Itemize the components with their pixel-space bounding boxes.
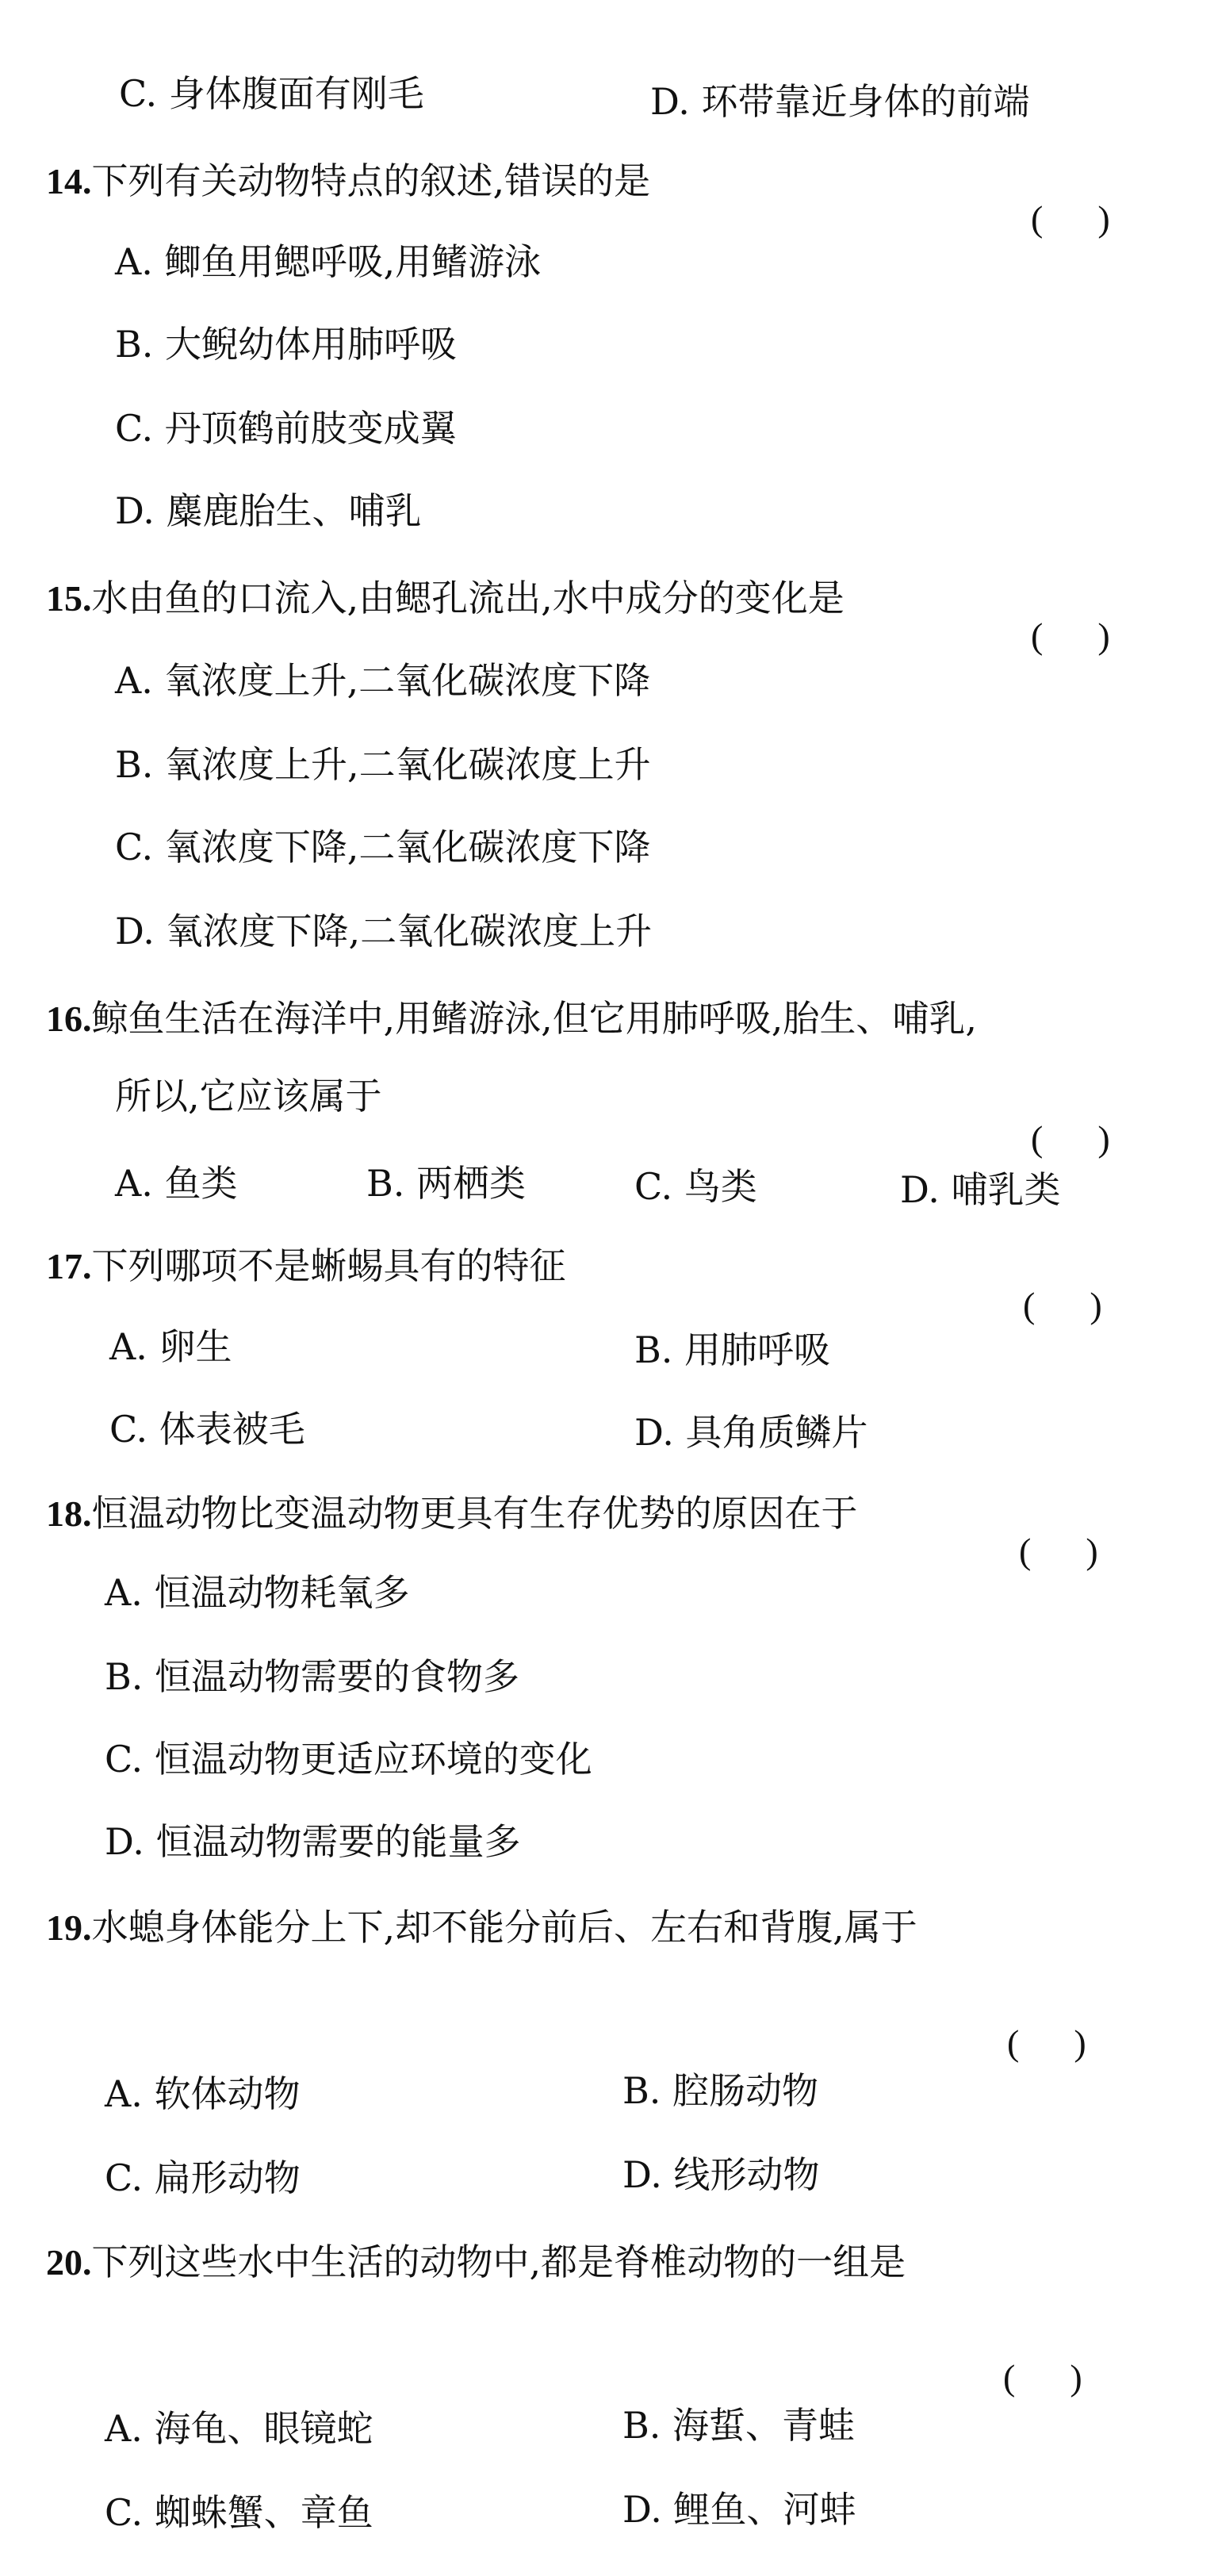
q20-number: 20. <box>46 2242 92 2283</box>
q19-answer-paren: ( ) <box>1007 2022 1086 2063</box>
q14-option-b: B. 大鲵幼体用肺呼吸 <box>115 323 458 366</box>
q16-option-d: D. 哺乳类 <box>900 1168 1061 1211</box>
q16-stem-text-1: 鲸鱼生活在海洋中,用鳍游泳,但它用肺呼吸,胎生、哺乳, <box>91 997 977 1040</box>
q17-stem-text: 下列哪项不是蜥蜴具有的特征 <box>91 1244 566 1287</box>
q16-stem-line1 <box>46 995 977 1043</box>
q17-option-d: D. 具角质鳞片 <box>634 1411 868 1454</box>
q20-option-b: B. 海蜇、青蛙 <box>622 2404 856 2447</box>
q15-option-b: B. 氧浓度上升,二氧化碳浓度上升 <box>115 743 651 786</box>
q14-number: 14. <box>46 161 92 201</box>
q20-option-c: C. 蜘蛛蟹、章鱼 <box>105 2491 373 2534</box>
q20-option-d: D. 鲤鱼、河蚌 <box>622 2488 856 2531</box>
q15-option-d: D. 氧浓度下降,二氧化碳浓度上升 <box>115 910 653 953</box>
q18-stem-text: 恒温动物比变温动物更具有生存优势的原因在于 <box>91 1492 858 1535</box>
q19-option-a: A. 软体动物 <box>105 2072 301 2115</box>
q13-option-c: C. 身体腹面有刚毛 <box>119 72 424 115</box>
q17-option-a: A. 卵生 <box>109 1325 232 1368</box>
q15-answer-paren: ( ) <box>1031 615 1110 656</box>
q18-stem <box>46 1489 858 1538</box>
q18-option-c: C. 恒温动物更适应环境的变化 <box>105 1738 592 1781</box>
q20-option-a: A. 海龟、眼镜蛇 <box>105 2407 373 2450</box>
q17-option-c: C. 体表被毛 <box>109 1408 305 1451</box>
q15-option-a: A. 氧浓度上升,二氧化碳浓度下降 <box>115 659 651 702</box>
q16-option-a: A. 鱼类 <box>115 1162 238 1205</box>
q17-answer-paren: ( ) <box>1023 1285 1102 1325</box>
q17-option-b: B. 用肺呼吸 <box>634 1328 831 1371</box>
q16-stem-line2: 所以,它应该属于 <box>115 1075 382 1117</box>
q14-stem <box>46 157 650 205</box>
q14-answer-paren: ( ) <box>1031 198 1110 239</box>
q15-stem-text: 水由鱼的口流入,由鳃孔流出,水中成分的变化是 <box>91 577 845 619</box>
q20-answer-paren: ( ) <box>1003 2357 1082 2398</box>
q16-answer-paren: ( ) <box>1031 1118 1110 1159</box>
q20-stem-text: 下列这些水中生活的动物中,都是脊椎动物的一组是 <box>91 2241 906 2283</box>
q17-number: 17. <box>46 1246 92 1286</box>
q19-stem-text: 水螅身体能分上下,却不能分前后、左右和背腹,属于 <box>91 1906 917 1949</box>
q16-number: 16. <box>46 999 92 1039</box>
q13-option-d: D. 环带靠近身体的前端 <box>650 80 1030 123</box>
q19-number: 19. <box>46 1907 92 1948</box>
q15-number: 15. <box>46 578 92 619</box>
q18-option-d: D. 恒温动物需要的能量多 <box>105 1820 521 1863</box>
q15-stem <box>46 574 845 623</box>
q16-option-c: C. 鸟类 <box>634 1165 757 1208</box>
q19-option-d: D. 线形动物 <box>622 2153 820 2196</box>
q17-stem <box>46 1242 566 1290</box>
q14-option-d: D. 麋鹿胎生、哺乳 <box>115 489 422 532</box>
q18-answer-paren: ( ) <box>1019 1531 1098 1571</box>
q14-stem-text: 下列有关动物特点的叙述,错误的是 <box>91 159 651 202</box>
q15-option-c: C. 氧浓度下降,二氧化碳浓度下降 <box>115 826 651 868</box>
q19-stem <box>46 1903 917 1952</box>
q14-option-c: C. 丹顶鹤前肢变成翼 <box>115 407 457 450</box>
q19-option-c: C. 扁形动物 <box>105 2156 301 2199</box>
q20-stem <box>46 2238 906 2287</box>
q18-option-a: A. 恒温动物耗氧多 <box>105 1571 410 1614</box>
q18-option-b: B. 恒温动物需要的食物多 <box>105 1655 520 1698</box>
q16-option-b: B. 两栖类 <box>366 1162 527 1205</box>
q19-option-b: B. 腔肠动物 <box>622 2069 819 2112</box>
q14-option-a: A. 鲫鱼用鳃呼吸,用鳍游泳 <box>115 240 542 283</box>
q18-number: 18. <box>46 1493 92 1534</box>
